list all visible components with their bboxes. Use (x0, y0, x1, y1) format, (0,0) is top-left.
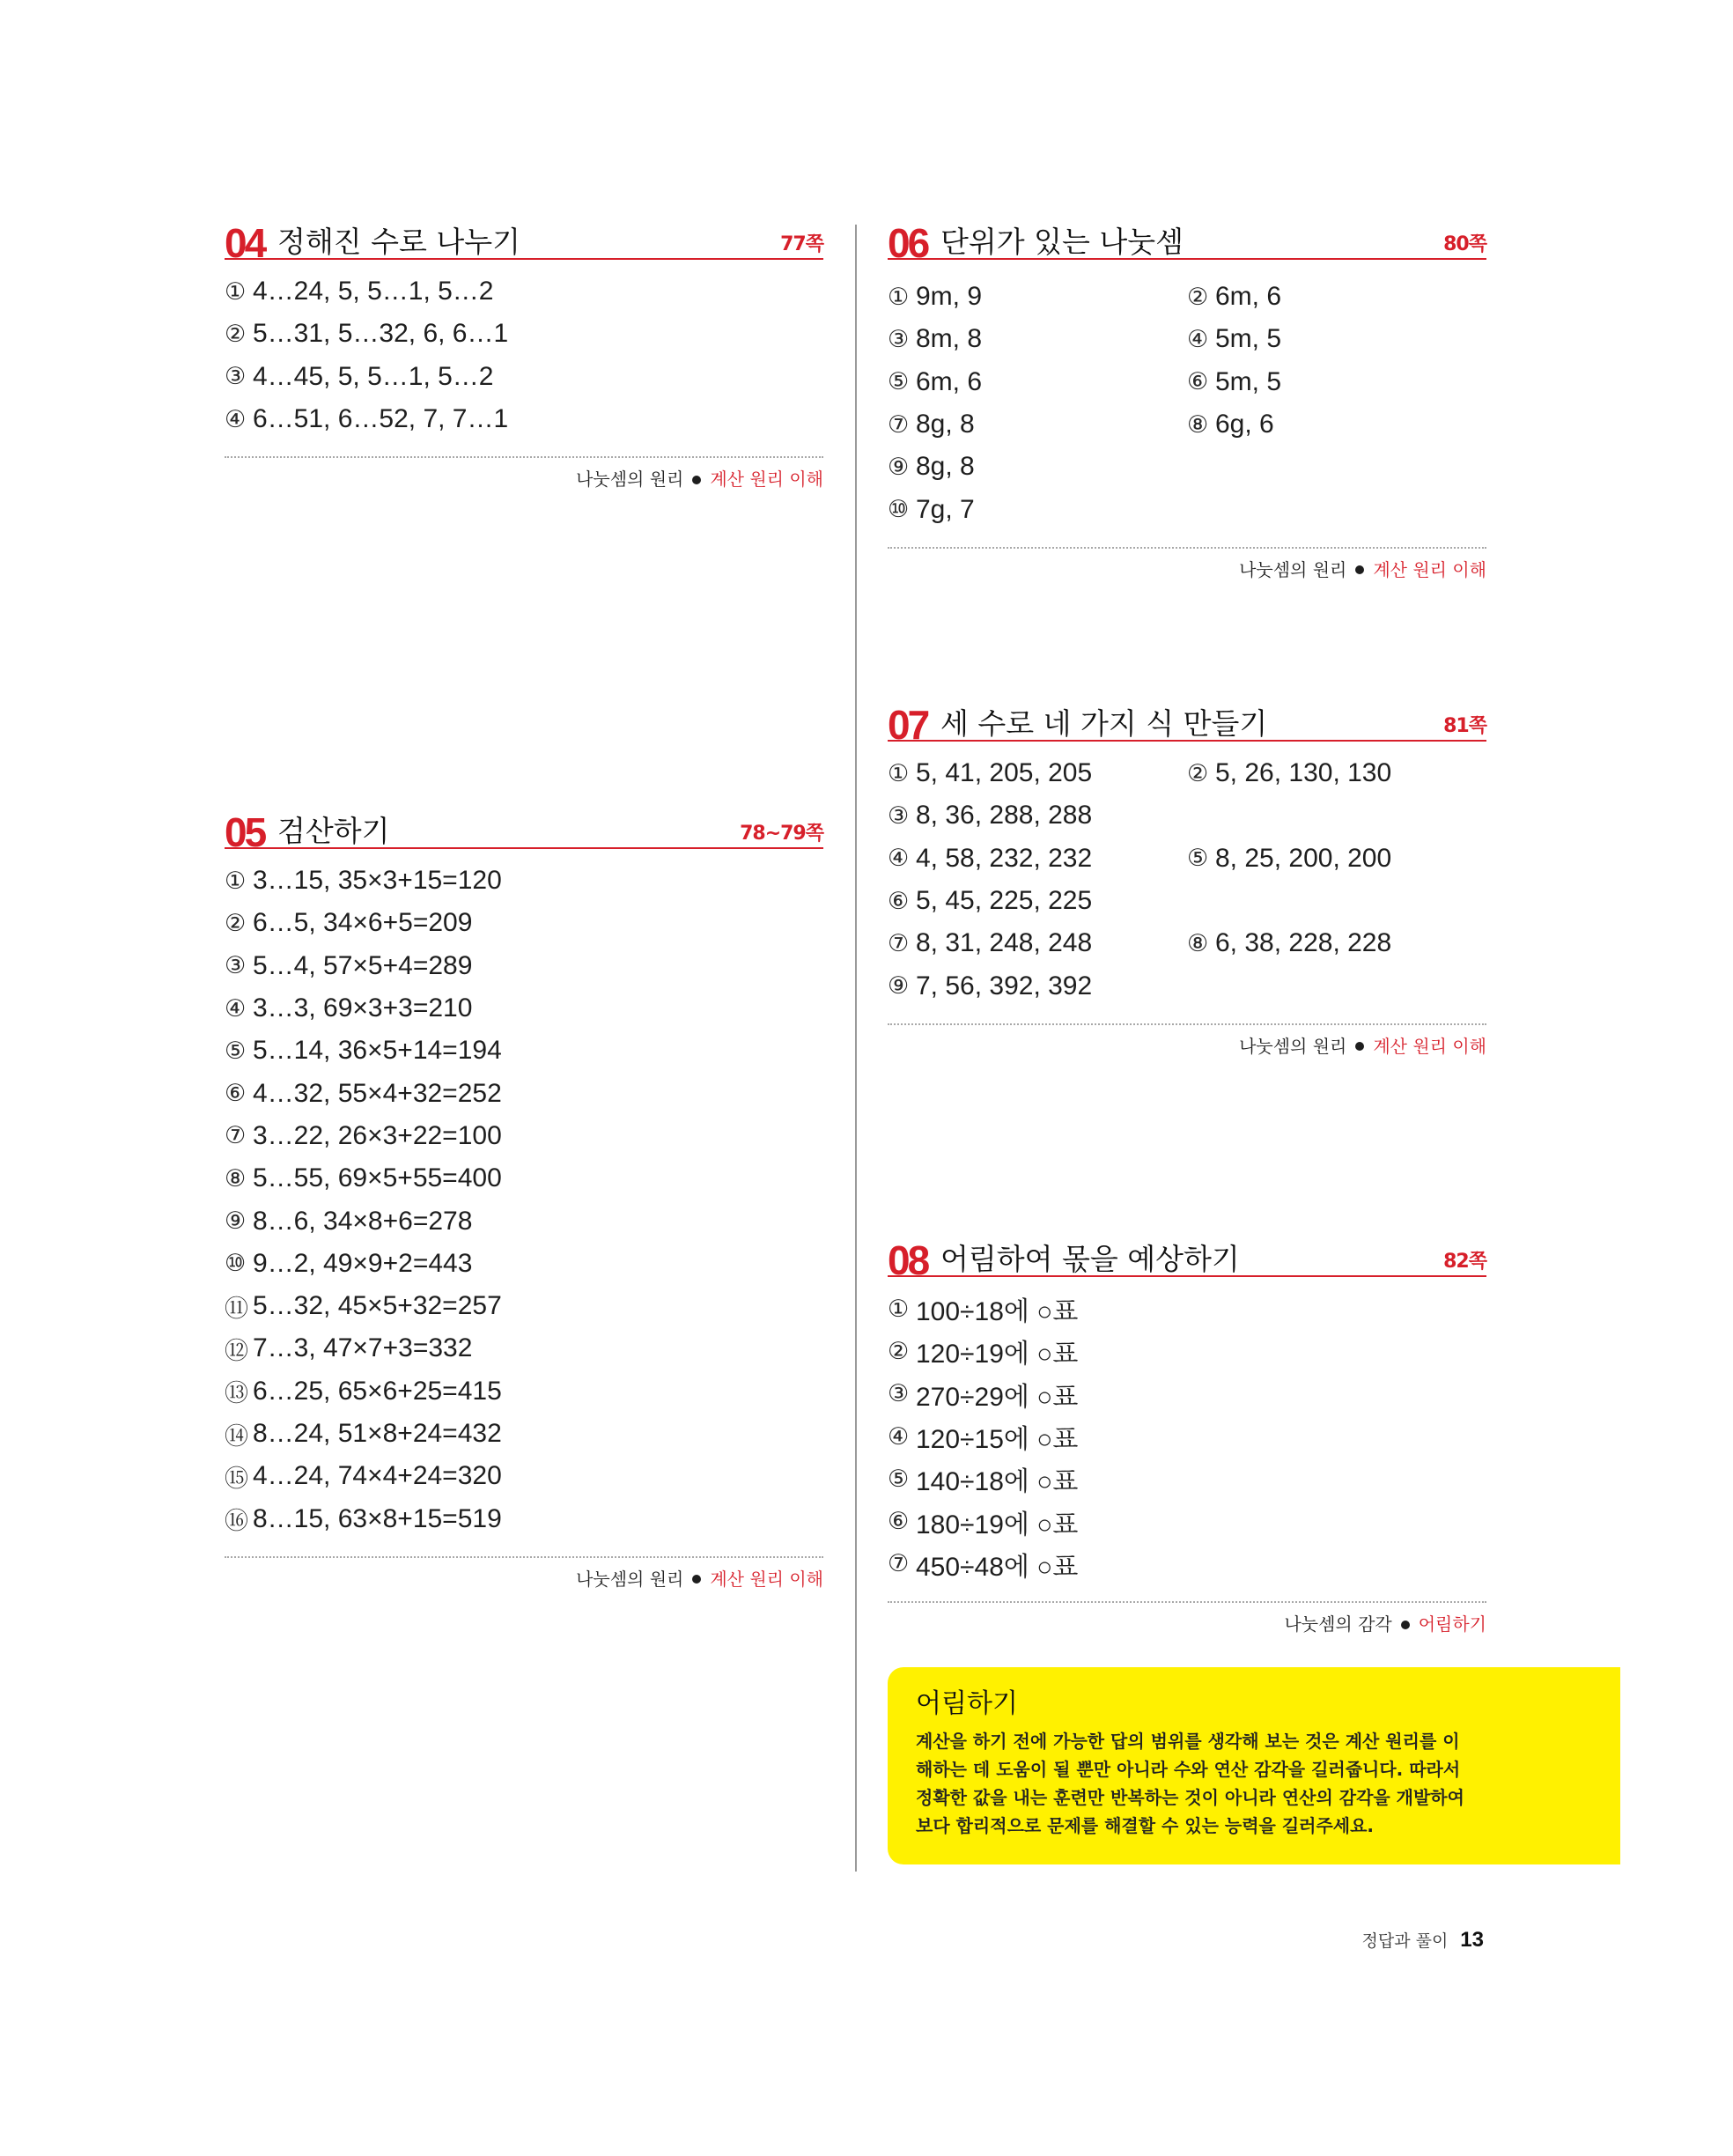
answer-row (225, 860, 823, 902)
answer-text: 6…5, 34×6+5=209 (253, 908, 473, 938)
answer-row (225, 356, 823, 398)
tip-body (916, 1727, 1479, 1840)
answer-number: ⑮ (225, 1465, 248, 1493)
answer-text: 8…6, 34×8+6=278 (253, 1206, 473, 1236)
answer-text: 270÷29에 ○표 (916, 1382, 1079, 1412)
answer-item (225, 362, 494, 392)
answer-number: ④ (1187, 325, 1209, 353)
answer-row (225, 398, 823, 440)
answer-text: 4…24, 5, 5…1, 5…2 (253, 277, 494, 306)
topic-label: 나눗셈의 원리 (1239, 558, 1347, 580)
answer-number: ⑭ (225, 1422, 248, 1451)
answer-item (225, 1207, 472, 1237)
topic-label: 나눗셈의 원리 (1239, 1035, 1347, 1057)
page-reference: 82쪽 (1443, 1251, 1486, 1273)
answer-text: 5…4, 57×5+4=289 (253, 950, 473, 980)
answer-row (888, 1500, 1486, 1542)
answer-text: 3…15, 35×3+15=120 (253, 866, 502, 896)
answer-text: 5…14, 36×5+14=194 (253, 1036, 502, 1066)
answer-text: 5m, 5 (1215, 324, 1282, 354)
answer-text: 5…55, 69×5+55=400 (253, 1163, 502, 1193)
answer-text: 8g, 8 (916, 452, 975, 482)
answer-number: ③ (225, 363, 247, 391)
bullet-icon (1355, 565, 1364, 574)
answer-row (225, 1497, 823, 1539)
answer-text: 5, 26, 130, 130 (1215, 758, 1392, 788)
answer-row (225, 1115, 823, 1157)
answer-row (888, 488, 1486, 530)
answer-number: ⑩ (225, 1250, 247, 1278)
answer-row (888, 403, 1486, 446)
answer-row (225, 1455, 823, 1497)
section-number: 04 (225, 220, 265, 266)
topic-tag (888, 1034, 1486, 1059)
answer-item (225, 866, 502, 896)
answer-row (225, 270, 823, 313)
answer-text: 8, 25, 200, 200 (1215, 843, 1392, 873)
answer-number: ② (1187, 759, 1209, 787)
section-header (888, 1237, 1486, 1283)
answer-item (888, 495, 1187, 525)
answer-number: ⑧ (1187, 410, 1209, 439)
answer-number: ② (888, 1337, 910, 1365)
section-title: 어림하여 몫을 예상하기 (940, 1242, 1240, 1276)
answer-item (888, 758, 1187, 788)
tip-line: 계산을 하기 전에 가능한 답의 범위를 생각해 보는 것은 계산 원리를 이 (916, 1731, 1460, 1752)
answer-row (888, 880, 1486, 922)
answer-item (888, 367, 1187, 397)
answer-item (225, 1417, 502, 1451)
answer-number: ① (888, 1295, 910, 1323)
answer-number: ② (225, 909, 247, 937)
answer-item (888, 1332, 1078, 1370)
answer-row (225, 1413, 823, 1455)
focus-label: 계산 원리 이해 (710, 469, 823, 491)
answer-item (225, 1332, 472, 1366)
answer-item (225, 277, 494, 306)
answer-row (888, 1330, 1486, 1372)
answer-list (888, 752, 1486, 1008)
answer-item (888, 452, 1187, 482)
tip-title: 어림하기 (916, 1688, 1018, 1719)
answer-number: ⑫ (225, 1337, 248, 1365)
answer-item (225, 908, 472, 938)
answer-number: ⑥ (888, 1508, 910, 1536)
tip-line: 정확한 값을 내는 훈련만 반복하는 것이 아니라 연산의 감각을 개발하여 (916, 1787, 1464, 1808)
answer-text: 6m, 6 (1215, 282, 1282, 312)
footer-label: 정답과 풀이 (1361, 1931, 1449, 1951)
answer-text: 8g, 8 (916, 410, 975, 439)
answer-row (225, 902, 823, 944)
answer-row (888, 318, 1486, 360)
answer-text: 6…25, 65×6+25=415 (253, 1376, 502, 1406)
answer-number: ⑨ (888, 972, 910, 1000)
answer-text: 7g, 7 (916, 494, 975, 524)
answer-text: 8…24, 51×8+24=432 (253, 1419, 502, 1448)
focus-label: 어림하기 (1418, 1613, 1486, 1635)
answer-text: 7…3, 47×7+3=332 (253, 1333, 473, 1363)
answer-number: ④ (888, 845, 910, 873)
answer-item (1187, 324, 1281, 354)
answer-number: ⑪ (225, 1295, 248, 1323)
answer-text: 140÷18에 ○표 (916, 1467, 1079, 1497)
answer-item (1187, 844, 1391, 874)
answer-number: ⑥ (225, 1080, 247, 1108)
page-reference: 80쪽 (1443, 233, 1486, 255)
answer-item (1187, 367, 1281, 397)
answer-text: 120÷15에 ○표 (916, 1425, 1079, 1455)
answer-text: 5, 45, 225, 225 (916, 886, 1093, 916)
answer-number: ③ (888, 1380, 910, 1408)
section-number: 08 (888, 1237, 928, 1283)
page-reference: 78~79쪽 (740, 823, 823, 845)
answer-row (225, 945, 823, 987)
answer-row (225, 1030, 823, 1072)
answer-number: ⑬ (225, 1380, 248, 1408)
bullet-icon (1355, 1042, 1364, 1051)
answer-text: 4…45, 5, 5…1, 5…2 (253, 361, 494, 391)
section-header (888, 220, 1486, 266)
answer-text: 5, 41, 205, 205 (916, 758, 1093, 788)
answer-text: 100÷18에 ○표 (916, 1297, 1079, 1327)
answer-text: 7, 56, 392, 392 (916, 971, 1093, 1000)
answer-item (225, 1374, 502, 1408)
answer-item (888, 1375, 1078, 1414)
answer-item (1187, 282, 1281, 312)
answer-row (888, 922, 1486, 964)
answer-row (225, 1072, 823, 1114)
answer-text: 6m, 6 (916, 366, 983, 396)
answer-text: 5…31, 5…32, 6, 6…1 (253, 319, 509, 349)
tip-line: 보다 합리적으로 문제를 해결할 수 있는 능력을 길러주세요. (916, 1815, 1375, 1836)
topic-tag (888, 557, 1486, 582)
tip-line: 해하는 데 도움이 될 뿐만 아니라 수와 연산 감각을 길러줍니다. 따라서 (916, 1759, 1461, 1780)
answer-number: ② (1187, 283, 1209, 311)
answer-text: 3…3, 69×3+3=210 (253, 993, 473, 1023)
answer-item (888, 1459, 1078, 1498)
section-number: 07 (888, 702, 928, 748)
section-05 (225, 809, 823, 1591)
answer-text: 6g, 6 (1215, 410, 1274, 439)
answer-item (225, 1079, 502, 1109)
topic-tag (225, 1567, 823, 1591)
answer-text: 120÷19에 ○표 (916, 1340, 1079, 1370)
answer-number: ② (225, 320, 247, 348)
answer-row (888, 752, 1486, 794)
answer-number: ⑧ (1187, 929, 1209, 957)
dotted-divider (225, 1556, 823, 1558)
answer-row (225, 1157, 823, 1200)
answer-item (225, 1249, 472, 1279)
answer-number: ① (225, 867, 247, 895)
dotted-divider (225, 456, 823, 458)
answer-item (888, 1417, 1078, 1456)
dotted-divider (888, 1601, 1486, 1603)
answer-item (225, 1163, 502, 1193)
answer-number: ① (888, 759, 910, 787)
answer-text: 9…2, 49×9+2=443 (253, 1248, 473, 1278)
answer-item (888, 971, 1187, 1001)
answer-row (888, 276, 1486, 318)
answer-text: 3…22, 26×3+22=100 (253, 1120, 502, 1150)
focus-label: 계산 원리 이해 (1373, 558, 1486, 580)
section-number: 06 (888, 220, 928, 266)
answer-item (888, 1503, 1078, 1541)
answer-number: ⑩ (888, 496, 910, 524)
topic-label: 나눗셈의 원리 (576, 469, 684, 491)
answer-number: ⑧ (225, 1164, 247, 1192)
answer-item (225, 319, 508, 349)
answer-item (888, 801, 1187, 831)
answer-row (225, 987, 823, 1030)
page-footer (1361, 1927, 1484, 1955)
answer-number: ⑤ (225, 1037, 247, 1065)
answer-row (225, 1370, 823, 1413)
answer-item (225, 1289, 502, 1324)
answer-item (888, 324, 1187, 354)
answer-item (225, 1502, 502, 1536)
answer-row (225, 1200, 823, 1242)
answer-item (225, 1036, 502, 1066)
answer-item (888, 282, 1187, 312)
answer-number: ⑦ (888, 1550, 910, 1578)
section-header (225, 220, 823, 266)
answer-number: ⑦ (888, 410, 910, 439)
answer-row (225, 1327, 823, 1370)
answer-list (888, 1288, 1486, 1585)
answer-row (888, 446, 1486, 488)
dotted-divider (888, 547, 1486, 549)
section-06 (888, 220, 1486, 582)
answer-text: 180÷19에 ○표 (916, 1510, 1079, 1539)
answer-text: 4…24, 74×4+24=320 (253, 1461, 502, 1491)
answer-row (888, 361, 1486, 403)
section-04 (225, 220, 823, 491)
answer-text: 5…32, 45×5+32=257 (253, 1291, 502, 1321)
answer-item (888, 928, 1187, 958)
section-title: 검산하기 (277, 814, 390, 848)
answer-item (225, 993, 472, 1023)
section-header (225, 809, 823, 855)
answer-number: ⑦ (225, 1122, 247, 1150)
answer-number: ⑤ (1187, 845, 1209, 873)
bullet-icon (1401, 1621, 1410, 1629)
answer-row (888, 1373, 1486, 1415)
answer-item (888, 1289, 1078, 1328)
column-divider (855, 225, 857, 1872)
answer-row (888, 794, 1486, 837)
answer-row (888, 1288, 1486, 1330)
answer-number: ⑤ (888, 1465, 910, 1493)
answer-row (888, 1415, 1486, 1458)
tip-box (888, 1667, 1620, 1864)
answer-text: 6, 38, 228, 228 (1215, 928, 1392, 958)
answer-row (888, 964, 1486, 1007)
answer-text: 8, 31, 248, 248 (916, 928, 1093, 958)
page-reference: 77쪽 (780, 233, 823, 255)
topic-label: 나눗셈의 감각 (1284, 1613, 1392, 1635)
answer-item (225, 951, 472, 981)
answer-list (225, 860, 823, 1540)
focus-label: 계산 원리 이해 (710, 1568, 823, 1590)
answer-number: ① (225, 277, 247, 306)
answer-number: ③ (225, 952, 247, 980)
answer-list (888, 276, 1486, 531)
page-number: 13 (1460, 1928, 1484, 1952)
answer-number: ④ (225, 994, 247, 1023)
answer-text: 4…32, 55×4+32=252 (253, 1078, 502, 1108)
dotted-divider (888, 1023, 1486, 1025)
answer-item (888, 886, 1187, 916)
answer-item (225, 1459, 502, 1494)
section-title: 세 수로 네 가지 식 만들기 (940, 706, 1268, 741)
answer-item (1187, 928, 1391, 958)
answer-number: ① (888, 283, 910, 311)
answer-item (888, 844, 1187, 874)
page-reference: 81쪽 (1443, 715, 1486, 737)
answer-item (1187, 410, 1274, 439)
section-08 (888, 1237, 1486, 1636)
topic-tag (225, 467, 823, 491)
answer-number: ⑨ (225, 1207, 247, 1236)
section-header (888, 702, 1486, 748)
section-number: 05 (225, 809, 265, 855)
answer-text: 8, 36, 288, 288 (916, 801, 1093, 831)
section-07 (888, 702, 1486, 1059)
answer-list (225, 270, 823, 440)
answer-text: 450÷48에 ○표 (916, 1552, 1079, 1582)
answer-text: 4, 58, 232, 232 (916, 843, 1093, 873)
answer-number: ⑤ (888, 368, 910, 396)
answer-item (888, 1545, 1078, 1584)
answer-text: 6…51, 6…52, 7, 7…1 (253, 404, 509, 434)
answer-text: 8m, 8 (916, 324, 983, 354)
answer-text: 9m, 9 (916, 282, 983, 312)
section-title: 정해진 수로 나누기 (277, 225, 521, 259)
answer-row (888, 1543, 1486, 1585)
bullet-icon (692, 1575, 701, 1584)
answer-text: 5m, 5 (1215, 366, 1282, 396)
answer-row (225, 1285, 823, 1327)
answer-item (225, 1121, 502, 1151)
answer-item (225, 404, 508, 434)
answer-number: ④ (888, 1422, 910, 1451)
answer-row (225, 1243, 823, 1285)
answer-number: ⑦ (888, 929, 910, 957)
answer-number: ⑯ (225, 1508, 248, 1536)
topic-label: 나눗셈의 원리 (576, 1568, 684, 1590)
answer-item (1187, 758, 1391, 788)
answer-number: ⑥ (1187, 368, 1209, 396)
answer-row (888, 838, 1486, 880)
bullet-icon (692, 476, 701, 484)
answer-row (225, 313, 823, 355)
section-title: 단위가 있는 나눗셈 (940, 225, 1184, 259)
answer-number: ③ (888, 325, 910, 353)
topic-tag (888, 1612, 1486, 1636)
answer-text: 8…15, 63×8+15=519 (253, 1503, 502, 1533)
answer-row (888, 1458, 1486, 1500)
answer-number: ⑥ (888, 887, 910, 915)
answer-number: ④ (225, 405, 247, 433)
answer-item (888, 410, 1187, 439)
answer-number: ③ (888, 801, 910, 830)
answer-number: ⑨ (888, 453, 910, 481)
focus-label: 계산 원리 이해 (1373, 1035, 1486, 1057)
